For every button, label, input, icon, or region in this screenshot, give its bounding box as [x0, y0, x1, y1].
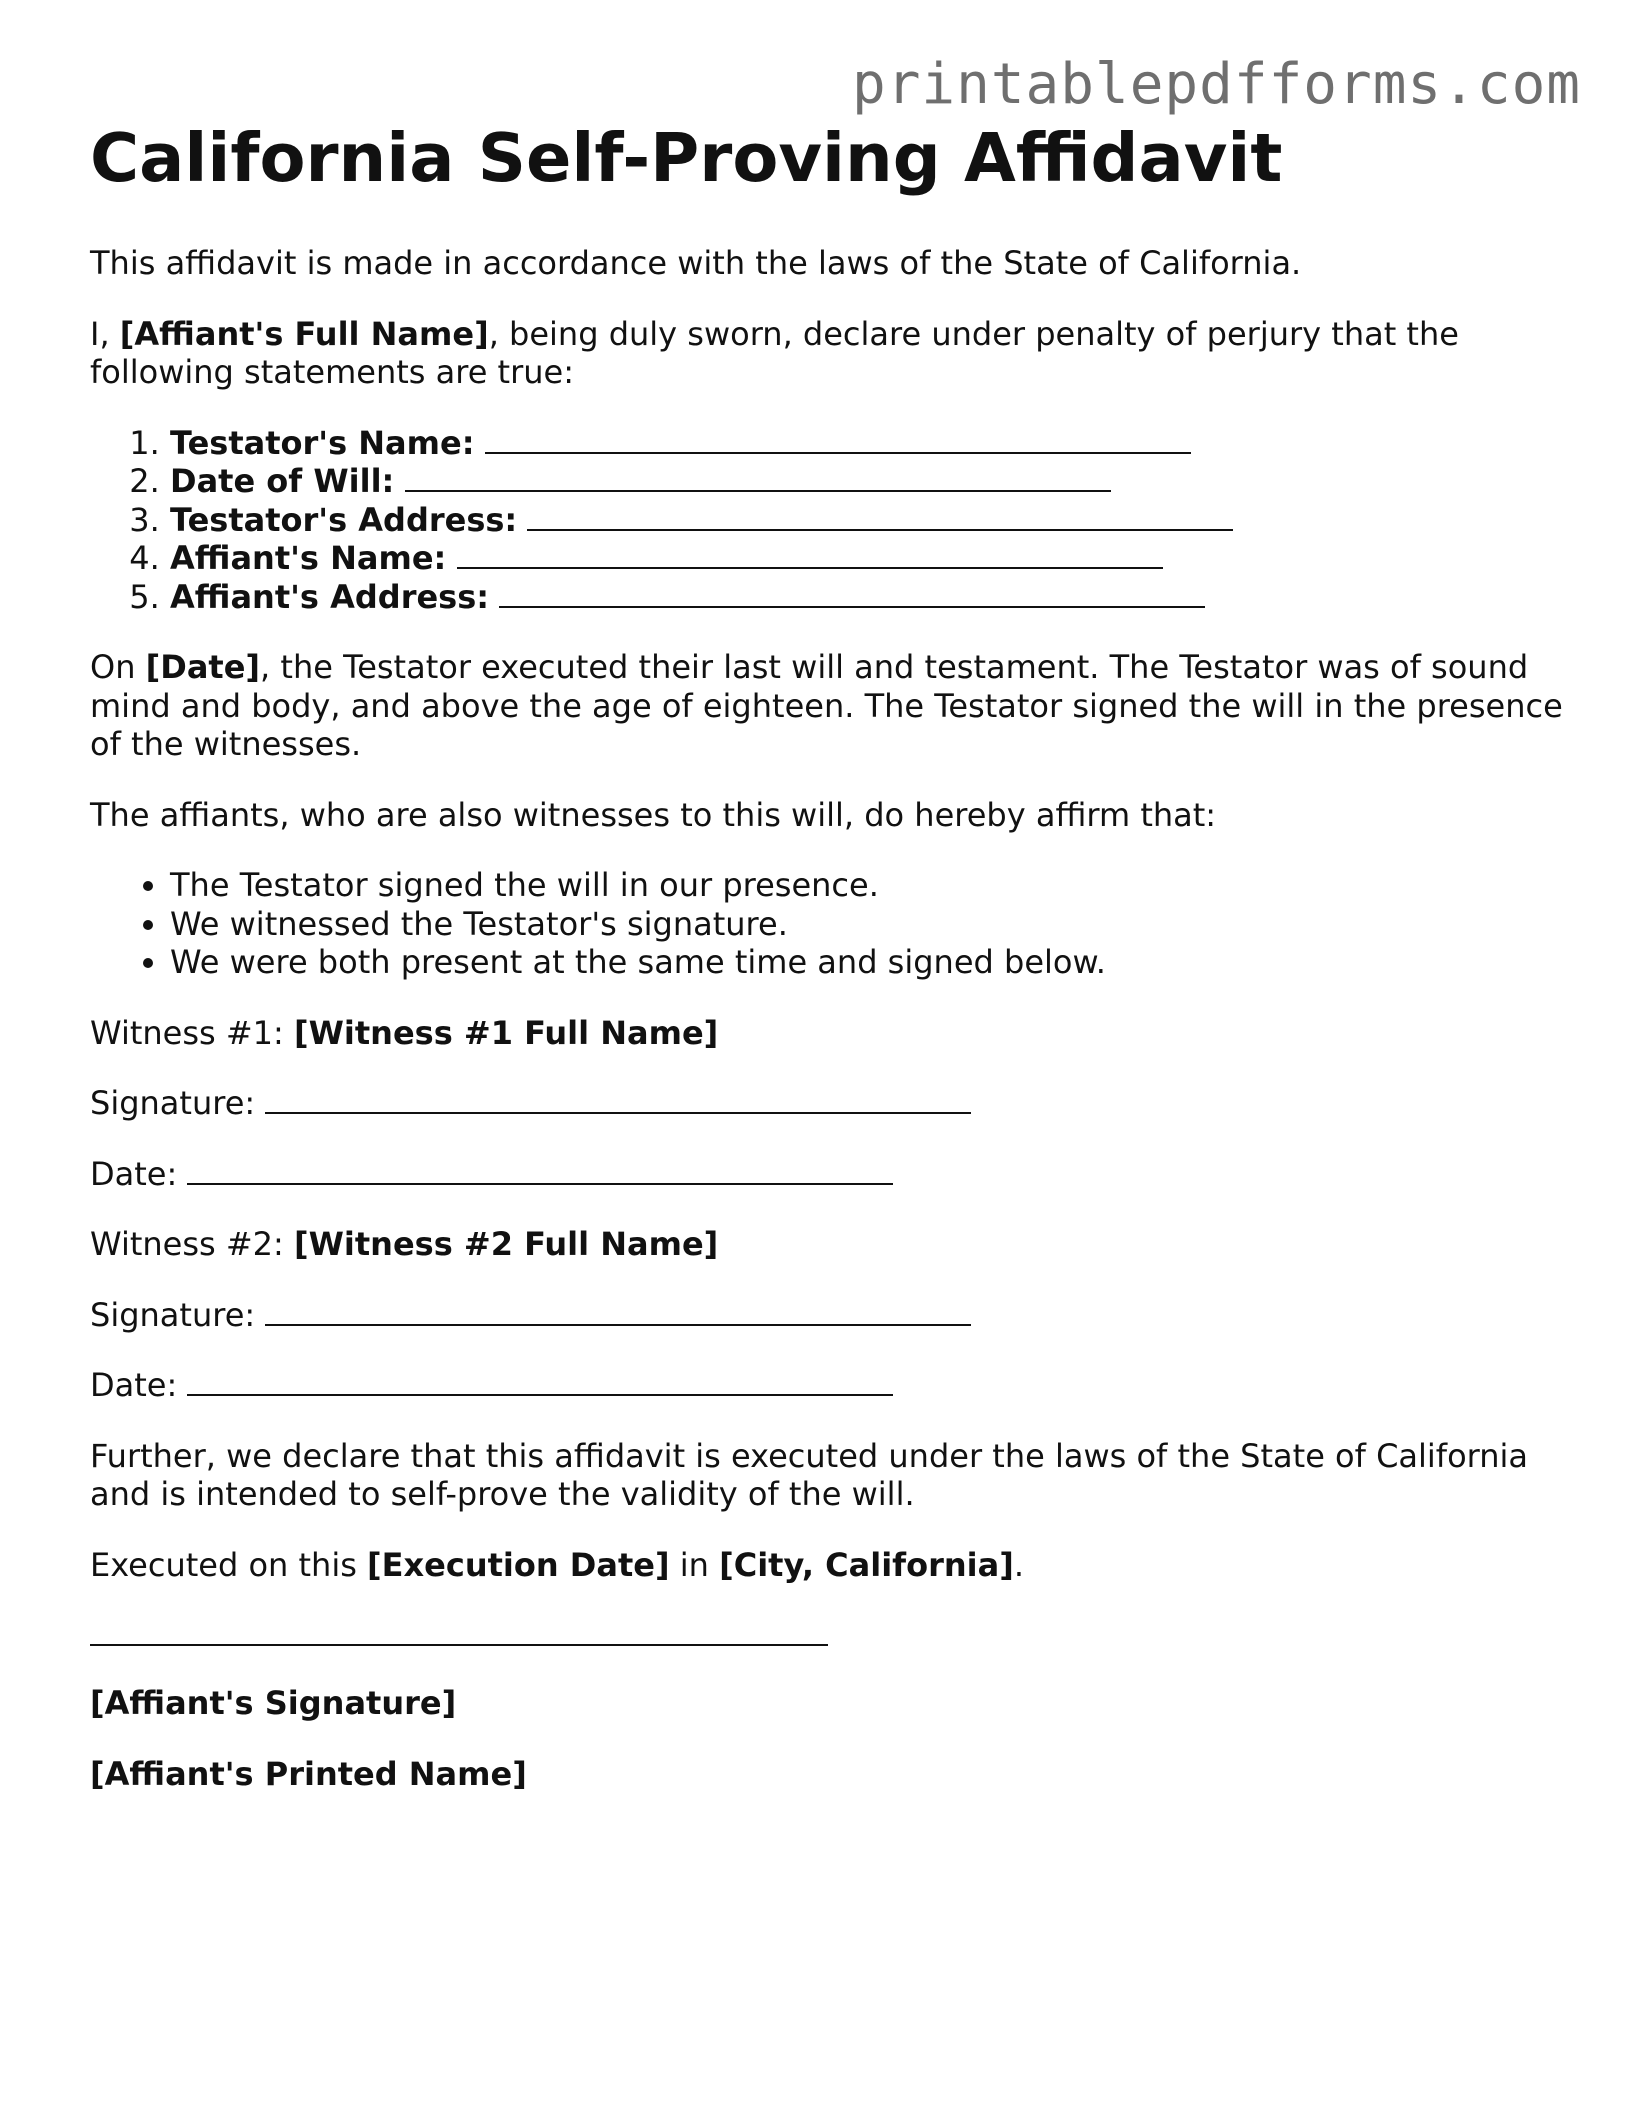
date-label: Date:: [90, 1154, 188, 1193]
witness-1-name-placeholder: [Witness #1 Full Name]: [293, 1013, 719, 1052]
testator-name-blank[interactable]: [485, 424, 1191, 454]
affiant-signature-placeholder: [Affiant's Signature]: [90, 1684, 457, 1722]
affirmation-item: • The Testator signed the will in our presence.: [170, 866, 1570, 905]
affiant-full-name-placeholder: [Affiant's Full Name]: [119, 314, 489, 353]
witness-1-date-line: [90, 1155, 1570, 1194]
affiant-printed-name-placeholder: [Affiant's Printed Name]: [90, 1754, 527, 1793]
witness-2-date-line: [90, 1366, 1570, 1405]
witness-1-date-blank[interactable]: [187, 1155, 893, 1185]
executed-middle: in: [669, 1545, 720, 1584]
field-label: Affiant's Address:: [170, 577, 490, 616]
further-declaration-paragraph: Further, we declare that this affidavit is executed under the laws of the State of California and is intended to self-prove the validity of the will.: [90, 1436, 1529, 1513]
field-label: Testator's Address:: [170, 500, 518, 539]
declaration-prefix: I,: [90, 314, 120, 353]
field-date-of-will: [170, 462, 1570, 501]
intro-paragraph: This affidavit is made in accordance with the laws of the State of California.: [90, 244, 1302, 282]
affirmations-list: [90, 866, 1570, 982]
affiant-address-blank[interactable]: [499, 578, 1205, 608]
executed-prefix: Executed on this: [90, 1545, 368, 1584]
affiant-signature-label: [90, 1684, 1570, 1723]
declaration-suffix: , being duly sworn, declare under penalty of perjury that the following statements are true:: [90, 314, 1459, 391]
witness-2-line: [90, 1225, 1570, 1264]
date-of-will-blank[interactable]: [405, 462, 1111, 492]
execution-prefix: On: [90, 648, 146, 686]
witness-1-signature-line: [90, 1084, 1570, 1123]
affiant-signature-row: [90, 1616, 1570, 1654]
testator-address-blank[interactable]: [527, 501, 1233, 531]
witness-2-signature-blank[interactable]: [265, 1296, 971, 1326]
declaration-paragraph: [90, 315, 1570, 392]
affirm-intro-paragraph: The affiants, who are also witnesses to this will, do hereby affirm that:: [90, 795, 1217, 834]
field-label: Affiant's Name:: [170, 539, 447, 577]
document-title: California Self-Proving Affidavit: [90, 119, 1283, 197]
field-testator-address: [170, 501, 1570, 540]
field-affiant-name: [170, 539, 1570, 578]
witness-2-label: Witness #2:: [90, 1225, 294, 1263]
witness-1-label: Witness #1:: [90, 1013, 294, 1052]
witness-2-name-placeholder: [Witness #2 Full Name]: [293, 1225, 719, 1263]
witness-2-date-blank[interactable]: [187, 1366, 893, 1396]
executed-paragraph: [90, 1546, 1570, 1585]
witness-2-signature-line: [90, 1296, 1570, 1335]
field-label: Testator's Name:: [170, 423, 475, 462]
signature-label: Signature:: [90, 1295, 266, 1334]
affiant-name-blank[interactable]: [457, 539, 1163, 569]
field-label: Date of Will:: [170, 462, 395, 500]
execution-suffix: , the Testator executed their last will and testament. The Testator was of sound mind and body, and above the age of eighteen. The Testator signed the will in the presence of the witnesses.: [90, 648, 1563, 763]
date-label: Date:: [90, 1366, 188, 1404]
execution-date-placeholder: [Execution Date]: [367, 1545, 670, 1584]
affirmation-item: • We were both present at the same time and signed below.: [170, 943, 1570, 982]
signature-label: Signature:: [90, 1084, 266, 1122]
affirmation-item: • We witnessed the Testator's signature.: [170, 905, 1570, 944]
city-placeholder: [City, California]: [719, 1545, 1014, 1584]
site-watermark: printablepdfforms.com: [851, 52, 1581, 117]
field-testator-name: [170, 424, 1570, 463]
execution-paragraph: [90, 648, 1570, 764]
witness-1-signature-blank[interactable]: [265, 1084, 971, 1114]
field-affiant-address: [170, 578, 1570, 617]
witness-1-line: [90, 1014, 1570, 1053]
affiant-printed-name-label: [90, 1755, 1570, 1794]
statement-fields-list: [90, 424, 1570, 617]
date-placeholder: [Date]: [145, 648, 261, 686]
affidavit-document: [90, 118, 1570, 1825]
executed-suffix: .: [1013, 1545, 1024, 1584]
affiant-signature-blank[interactable]: [90, 1616, 828, 1646]
